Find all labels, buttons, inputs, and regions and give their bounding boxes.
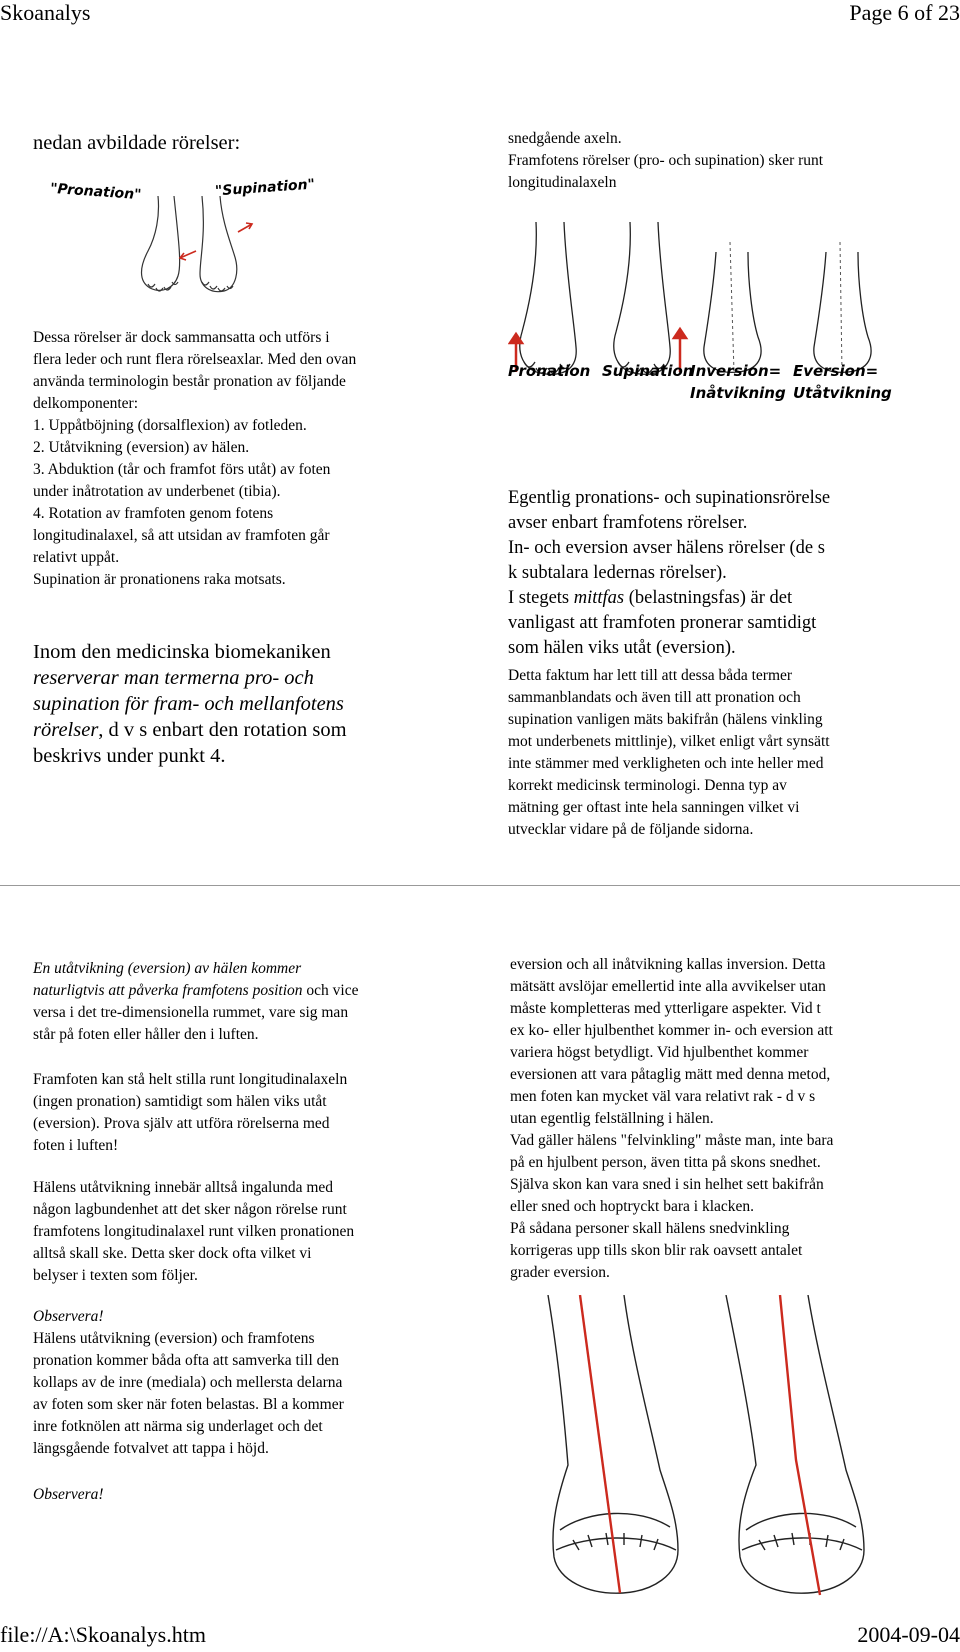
text-line: variera högst betydligt. Vid hjulbenthet kommer (510, 1044, 809, 1061)
text-line: mätning ger oftast inte hela sanningen vilket vi (508, 799, 800, 816)
text-line: supination för fram- och mellanfotens (33, 693, 344, 715)
foot-movements-figure (508, 222, 908, 432)
text-line: alltså skall ske. Detta sker dock ofta vilket vi (33, 1245, 312, 1262)
text-line: på en hjulbent person, även titta på skons snedhet. (510, 1154, 821, 1171)
text-span: , d v s enbart den rotation som (98, 719, 347, 741)
text-span: (belastningsfas) är det (624, 588, 793, 608)
text-line: Dessa rörelser är dock sammansatta och utförs i (33, 329, 330, 346)
italic-text: rörelser (33, 719, 99, 741)
text-line: supination vanligen mäts bakifrån (hälens vinkling (508, 711, 823, 728)
text-line: måste kompletteras med ytterligare aspekter. Vid t (510, 1000, 821, 1017)
text-line: foten i luften! (33, 1137, 119, 1154)
measurement-note (508, 665, 830, 841)
text-line: eversion och all inåtvikning kallas inversion. Detta (510, 956, 826, 973)
observera-heading: Observera! (33, 1308, 104, 1325)
text-line: longitudinalaxeln (508, 174, 617, 191)
text-line: mot underbenets mittlinje), vilket enligt vårt synsätt (508, 733, 830, 750)
text-line: En utåtvikning (eversion) av hälen kommer (33, 960, 302, 977)
biomechanics-paragraph (33, 639, 347, 769)
text-line: korrekt medicinsk terminologi. Denna typ av (508, 777, 787, 794)
text-line: eller sned och hoptryckt bara i klacken. (510, 1198, 755, 1215)
text-line (33, 980, 358, 1002)
list-item: 1. Uppåtböjning (dorsalflexion) av fotleden. (33, 417, 307, 434)
text-line: reserverar man termerna pro- och (33, 667, 314, 689)
document-title: Skoanalys (0, 0, 91, 25)
figure-label-supination: "Supination" (214, 176, 316, 200)
text-line: longitudinalaxel, så att utsidan av framfoten går (33, 527, 330, 544)
text-span: och vice (302, 982, 359, 999)
text-line: under inåtrotation av underbenet (tibia). (33, 483, 281, 500)
text-line: sammanblandats och även till att pronation och (508, 689, 801, 706)
text-line: Vad gäller hälens "felvinkling" måste man, inte bara (510, 1132, 834, 1149)
italic-text: mittfas (573, 588, 625, 608)
text-line: Framfoten kan stå helt stilla runt longitudinalaxeln (33, 1071, 348, 1088)
text-span: I stegets (508, 588, 574, 608)
text-line: Framfotens rörelser (pro- och supination) sker runt (508, 152, 824, 169)
list-item: 2. Utåtvikning (eversion) av hälen. (33, 439, 250, 456)
text-line: eversionen att vara påtaglig mätt med denna metod, (510, 1066, 831, 1083)
italic-text: naturligtvis att påverka framfotens position (33, 982, 303, 999)
figure-label-pronation-2: Pronation (508, 362, 591, 380)
text-line (508, 586, 830, 611)
text-line: vanligast att framfoten pronerar samtidigt (508, 613, 817, 633)
figure-label-pronation: "Pronation" (49, 180, 142, 204)
page-divider (0, 885, 960, 886)
text-line: står på foten eller håller den i luften. (33, 1026, 259, 1043)
text-line: (ingen pronation) samtidigt som hälen viks utåt (33, 1093, 327, 1110)
text-line: relativt uppåt. (33, 549, 120, 566)
text-line: Själva skon kan vara sned i sin helhet sett bakifrån (510, 1176, 824, 1193)
text-line: Supination är pronationens raka motsats. (33, 571, 286, 588)
text-line: På sådana personer skall hälens snedvinkling (510, 1220, 790, 1237)
figure-label-eversion: Eversion= (793, 362, 879, 380)
text-line: Detta faktum har lett till att dessa båda termer (508, 667, 793, 684)
page-number: Page 6 of 23 (849, 0, 960, 25)
measurement-paragraph (510, 954, 833, 1284)
text-line (33, 717, 347, 743)
figure-label-utatvikning: Utåtvikning (793, 384, 892, 402)
eversion-paragraph (33, 958, 358, 1046)
feet-sketch (130, 196, 280, 296)
pronation-supination-figure (40, 176, 330, 296)
text-line: delkomponenter: (33, 395, 139, 412)
text-line: kollaps av de inre (mediala) och mellersta delarna (33, 1374, 343, 1391)
figure-label-inversion: Inversion= (690, 362, 782, 380)
text-line: framfotens longitudinalaxel runt vilken pronationen (33, 1223, 355, 1240)
text-line: flera leder och runt flera rörelseaxlar. Med den ovan (33, 351, 357, 368)
heel-paragraph (33, 1177, 354, 1287)
text-line: Inom den medicinska biomekaniken (33, 641, 331, 663)
text-line: k subtalara ledernas rörelser). (508, 563, 727, 583)
text-line: belyser i texten som följer. (33, 1267, 198, 1284)
text-line: längsgående fotvalvet att tappa i höjd. (33, 1440, 269, 1457)
observera-paragraph (33, 1306, 344, 1460)
figure-label-supination-2: Supination (602, 362, 694, 380)
list-item: 3. Abduktion (tår och framfot förs utåt) av foten (33, 461, 331, 478)
text-line: pronation kommer båda ofta att samverka till den (33, 1352, 340, 1369)
text-line: Egentlig pronations- och supinationsrörelse (508, 488, 831, 508)
text-line: inte stämmer med verkligheten och inte heller med (508, 755, 824, 772)
list-item: 4. Rotation av framfoten genom fotens (33, 505, 274, 522)
text-line: ex ko- eller hjulbenthet kommer in- och eversion att (510, 1022, 833, 1039)
text-line: (eversion). Prova själv att utföra rörelserna med (33, 1115, 330, 1132)
text-line: grader eversion. (510, 1264, 610, 1281)
forefoot-paragraph (33, 1069, 347, 1157)
text-line: mätsätt avslöjar emellertid inte alla avvikelser utan (510, 978, 826, 995)
text-line: som hälen viks utåt (eversion). (508, 638, 736, 658)
text-line: versa i det tre-dimensionella rummet, vare sig man (33, 1004, 349, 1021)
intro-text: nedan avbildade rörelser: (33, 132, 241, 154)
feet-row-sketch (508, 222, 908, 382)
text-line: utvecklar vidare på de följande sidorna. (508, 821, 754, 838)
axis-intro (508, 128, 823, 194)
text-line: Hälens utåtvikning (eversion) och framfotens (33, 1330, 315, 1347)
text-line: In- och eversion avser hälens rörelser (de s (508, 538, 825, 558)
footer-date: 2004-09-04 (857, 1622, 960, 1647)
text-line: beskrivs under punkt 4. (33, 745, 226, 767)
text-line: utan egentlig felställning i hälen. (510, 1110, 714, 1127)
delkomponenter-list (33, 327, 356, 591)
figure-label-inatvikning: Inåtvikning (690, 384, 786, 402)
text-line: av foten som sker när foten belastas. Bl a kommer (33, 1396, 344, 1413)
text-line: korrigeras upp tills skon blir rak oavsett antalet (510, 1242, 803, 1259)
footer-path: file://A:\Skoanalys.htm (0, 1622, 206, 1647)
shoes-rear-view-figure (528, 1295, 908, 1600)
text-line: Hälens utåtvikning innebär alltså ingalunda med (33, 1179, 334, 1196)
observera-heading-2: Observera! (33, 1486, 104, 1503)
text-line: men foten kan mycket väl vara relativt rak - d v s (510, 1088, 816, 1105)
text-line: inre fotknölen att närma sig underlaget och det (33, 1418, 323, 1435)
text-line: använda terminologin består pronation av följande (33, 373, 346, 390)
text-line: någon lagbundenhet att det sker någon rörelse runt (33, 1201, 347, 1218)
text-line: snedgående axeln. (508, 130, 622, 147)
text-line: avser enbart framfotens rörelser. (508, 513, 748, 533)
pronation-definition (508, 486, 830, 661)
